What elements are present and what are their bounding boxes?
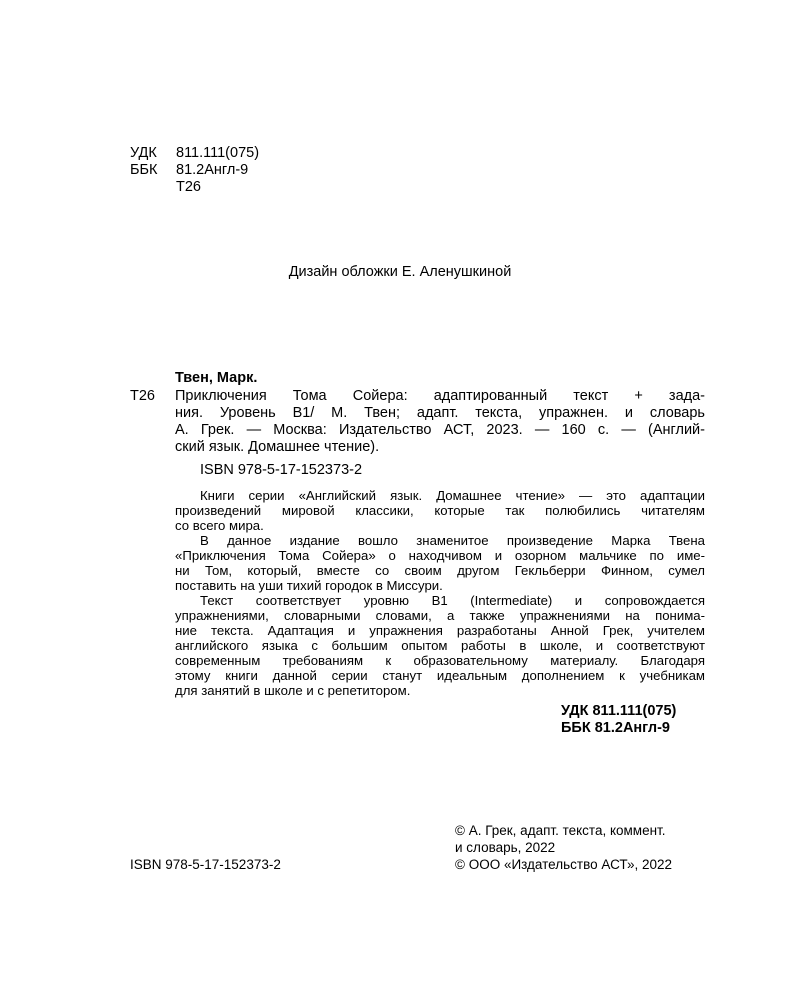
cover-design-credit: Дизайн обложки Е. Аленушкиной	[288, 264, 512, 280]
bib-code: Т26	[130, 388, 155, 404]
annotation-line: «Приключения Тома Сойера» о находчивом и озорном мальчике по име-	[175, 548, 705, 563]
copyright-line: © А. Грек, адапт. текста, коммент.	[455, 823, 666, 838]
udk-bold: УДК 811.111(075)	[561, 703, 677, 719]
udk-value: 811.111(075)	[176, 145, 260, 161]
annotation-line: ни Том, который, вместе со своим другом Гекльберри Финном, сумел	[175, 563, 705, 578]
bib-isbn: ISBN 978-5-17-152373-2	[200, 462, 363, 478]
annotation-line: ние текста. Адаптация и упражнения разработаны Анной Грек, учителем	[175, 623, 705, 638]
bib-line: ский язык. Домашнее чтение).	[175, 439, 380, 455]
bib-line: Приключения Тома Сойера: адаптированный текст + зада-	[175, 388, 705, 404]
annotation-line: современным требованиям к образовательному материалу. Благодаря	[175, 653, 705, 668]
annotation-line: для занятий в школе и с репетитором.	[175, 683, 411, 698]
annotation-line: со всего мира.	[175, 518, 264, 533]
bib-author: Твен, Марк.	[175, 370, 258, 386]
annotation-line: В данное издание вошло знаменитое произведение Марка Твена	[200, 533, 705, 548]
annotation-line: Текст соответствует уровню B1 (Intermediate) и сопровождается	[200, 593, 705, 608]
author-code: Т26	[176, 179, 201, 195]
annotation-line: Книги серии «Английский язык. Домашнее чтение» — это адаптации	[200, 488, 705, 503]
annotation-line: этому книги данной серии станут идеальным дополнением к учебникам	[175, 668, 705, 683]
annotation-line: произведений мировой классики, которые так полюбились читателям	[175, 503, 705, 518]
bbk-bold: ББК 81.2Англ-9	[561, 720, 670, 736]
copyright-line: и словарь, 2022	[455, 840, 556, 855]
annotation-line: упражнениями, словарными словами, а также упражнениями на понима-	[175, 608, 705, 623]
bib-line: ния. Уровень B1/ М. Твен; адапт. текста, упражнен. и словарь	[175, 405, 705, 421]
footer-isbn: ISBN 978-5-17-152373-2	[130, 857, 281, 872]
udk-label: УДК	[130, 145, 157, 161]
bib-line: А. Грек. — Москва: Издательство АСТ, 2023. — 160 с. — (Англий-	[175, 422, 705, 438]
bbk-value: 81.2Англ-9	[176, 162, 249, 178]
annotation-line: английского языка с большим опытом работы в школе, и соответствуют	[175, 638, 705, 653]
annotation-line: поставить на уши тихий городок в Миссури.	[175, 578, 443, 593]
copyright-line: © ООО «Издательство АСТ», 2022	[455, 857, 673, 872]
bbk-label: ББК	[130, 162, 158, 178]
